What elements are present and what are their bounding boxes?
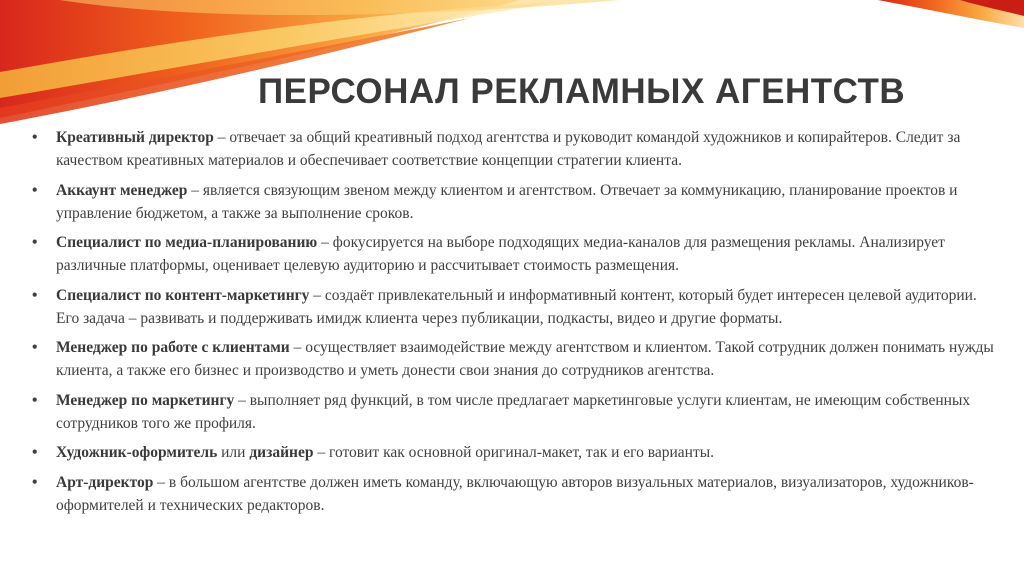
role-description: – готовит как основной оригинал-макет, так и его варианты. xyxy=(313,444,715,461)
list-item xyxy=(30,179,998,225)
page-title: ПЕРСОНАЛ РЕКЛАМНЫХ АГЕНТСТВ xyxy=(258,72,906,111)
role-term: Арт-директор xyxy=(56,473,154,491)
bullet-icon: • xyxy=(32,181,38,199)
list-item xyxy=(30,126,998,172)
role-description: – в большом агентстве должен иметь команду, включающую авторов визуальных материалов, визуализаторов, художников-оформителей и технических редакторов. xyxy=(56,473,974,514)
role-connector: или xyxy=(217,444,250,461)
role-description: – создаёт привлекательный и информативный контент, который будет интересен целевой аудитории. Его задача – развивать и поддерживать имидж клиента через публикации, подкасты, видео и другие форматы. xyxy=(56,286,977,327)
staff-list xyxy=(30,126,998,523)
role-description: – осуществляет взаимодействие между агентством и клиентом. Такой сотрудник должен понимать нужды клиента, а также его бизнес и производство и уметь донести свои знания до сотрудников агентства. xyxy=(56,339,994,379)
bullet-icon: • xyxy=(32,473,38,491)
bullet-icon: • xyxy=(32,339,38,356)
bullet-icon: • xyxy=(32,444,38,461)
role-term: Специалист по медиа-планированию xyxy=(56,234,318,251)
list-item xyxy=(30,284,998,330)
role-term-alt: дизайнер xyxy=(249,444,314,461)
role-term: Художник-оформитель xyxy=(56,444,218,461)
role-term: Менеджер по работе с клиентами xyxy=(56,339,290,356)
list-item xyxy=(30,336,998,382)
role-term: Менеджер по маркетингу xyxy=(56,391,235,409)
role-description: – выполняет ряд функций, в том числе предлагает маркетинговые услуги клиентам, не имеющим собственных сотрудников того же профиля. xyxy=(56,391,971,432)
bullet-icon: • xyxy=(32,234,38,251)
decorative-swoosh-banner xyxy=(0,0,1024,140)
bullet-icon: • xyxy=(32,391,38,409)
role-term: Аккаунт менеджер xyxy=(56,181,188,199)
role-description: – является связующим звеном между клиентом и агентством. Отвечает за коммуникацию, планирование проектов и управление бюджетом, а также за выполнение сроков. xyxy=(56,181,958,222)
bullet-icon: • xyxy=(32,286,38,304)
role-term: Креативный директор xyxy=(56,129,214,146)
role-description: – отвечает за общий креативный подход агентства и руководит командой художников и копирайтеров. Следит за качеством креативных материалов и обеспечивает соответствие концепции стратегии клиента. xyxy=(56,129,961,169)
list-item xyxy=(30,471,998,517)
list-item xyxy=(30,441,998,464)
list-item xyxy=(30,231,998,277)
role-description: – фокусируется на выборе подходящих медиа-каналов для размещения рекламы. Анализирует различные платформы, оценивает целевую аудиторию и рассчитывает стоимость размещения. xyxy=(56,234,945,274)
list-item xyxy=(30,389,998,435)
bullet-icon: • xyxy=(32,129,38,146)
role-term: Специалист по контент-маркетингу xyxy=(56,286,310,304)
